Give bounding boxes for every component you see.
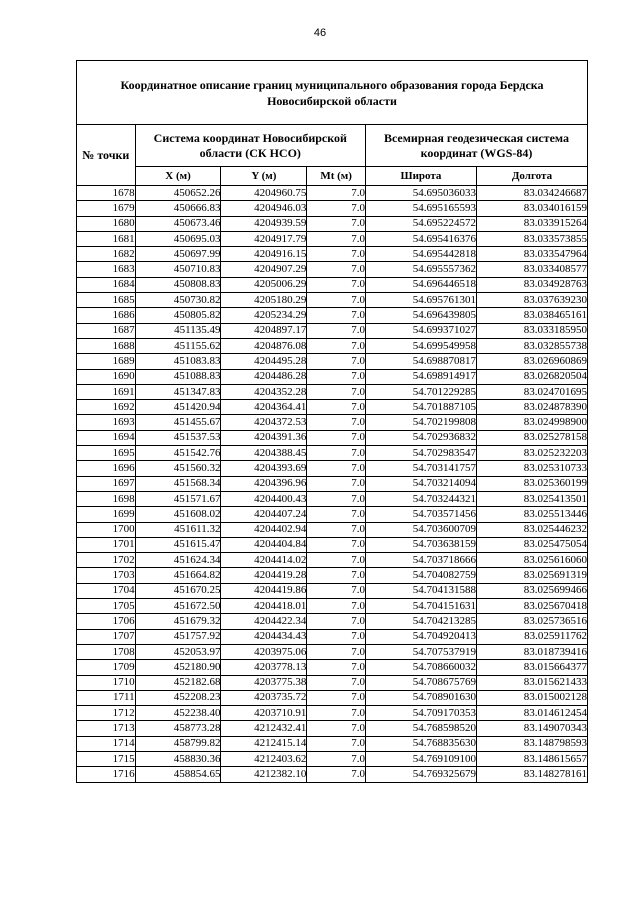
mt-cell: 7.0 — [307, 308, 366, 323]
x-cell: 452238.40 — [135, 706, 221, 721]
header-mt: Mt (м) — [307, 167, 366, 186]
table-row — [77, 537, 588, 552]
longitude-cell: 83.034928763 — [476, 277, 587, 292]
table-row — [77, 736, 588, 751]
longitude-cell: 83.025911762 — [476, 629, 587, 644]
point-number-cell: 1692 — [77, 400, 136, 415]
y-cell: 4212403.62 — [221, 751, 307, 766]
y-cell: 4212415.14 — [221, 736, 307, 751]
y-cell: 4204393.69 — [221, 461, 307, 476]
mt-cell: 7.0 — [307, 369, 366, 384]
table-row — [77, 231, 588, 246]
y-cell: 4203778.13 — [221, 660, 307, 675]
longitude-cell: 83.034246687 — [476, 186, 587, 201]
mt-cell: 7.0 — [307, 537, 366, 552]
x-cell: 458773.28 — [135, 721, 221, 736]
x-cell: 451088.83 — [135, 369, 221, 384]
latitude-cell: 54.708901630 — [365, 690, 476, 705]
mt-cell: 7.0 — [307, 736, 366, 751]
point-number-cell: 1681 — [77, 231, 136, 246]
point-number-cell: 1698 — [77, 491, 136, 506]
y-cell: 4204422.34 — [221, 614, 307, 629]
x-cell: 451455.67 — [135, 415, 221, 430]
latitude-cell: 54.701229285 — [365, 384, 476, 399]
table-row — [77, 461, 588, 476]
mt-cell: 7.0 — [307, 247, 366, 262]
y-cell: 4204907.29 — [221, 262, 307, 277]
y-cell: 4204876.08 — [221, 338, 307, 353]
mt-cell: 7.0 — [307, 690, 366, 705]
table-row — [77, 767, 588, 782]
y-cell: 4204495.28 — [221, 354, 307, 369]
y-cell: 4203775.38 — [221, 675, 307, 690]
mt-cell: 7.0 — [307, 675, 366, 690]
table-row — [77, 277, 588, 292]
latitude-cell: 54.708675769 — [365, 675, 476, 690]
table-row — [77, 400, 588, 415]
latitude-cell: 54.695761301 — [365, 293, 476, 308]
latitude-cell: 54.769109100 — [365, 751, 476, 766]
latitude-cell: 54.695557362 — [365, 262, 476, 277]
point-number-cell: 1695 — [77, 446, 136, 461]
longitude-cell: 83.033573855 — [476, 231, 587, 246]
point-number-cell: 1691 — [77, 384, 136, 399]
x-cell: 450697.99 — [135, 247, 221, 262]
x-cell: 450652.26 — [135, 186, 221, 201]
point-number-cell: 1711 — [77, 690, 136, 705]
latitude-cell: 54.704920413 — [365, 629, 476, 644]
table-row — [77, 491, 588, 506]
latitude-cell: 54.703571456 — [365, 507, 476, 522]
x-cell: 451611.32 — [135, 522, 221, 537]
longitude-cell: 83.024878390 — [476, 400, 587, 415]
latitude-cell: 54.698914917 — [365, 369, 476, 384]
y-cell: 4212382.10 — [221, 767, 307, 782]
table-body — [77, 186, 588, 783]
longitude-cell: 83.148615657 — [476, 751, 587, 766]
x-cell: 450673.46 — [135, 216, 221, 231]
latitude-cell: 54.708660032 — [365, 660, 476, 675]
page-number: 46 — [313, 27, 327, 39]
table-row — [77, 308, 588, 323]
longitude-cell: 83.025475054 — [476, 537, 587, 552]
latitude-cell: 54.696439805 — [365, 308, 476, 323]
table-row — [77, 415, 588, 430]
longitude-cell: 83.025670418 — [476, 599, 587, 614]
longitude-cell: 83.037639230 — [476, 293, 587, 308]
y-cell: 4204939.59 — [221, 216, 307, 231]
x-cell: 451664.82 — [135, 568, 221, 583]
x-cell: 451679.32 — [135, 614, 221, 629]
table-row — [77, 216, 588, 231]
point-number-cell: 1710 — [77, 675, 136, 690]
point-number-cell: 1679 — [77, 201, 136, 216]
y-cell: 4204960.75 — [221, 186, 307, 201]
mt-cell: 7.0 — [307, 629, 366, 644]
latitude-cell: 54.707537919 — [365, 644, 476, 659]
table-row — [77, 247, 588, 262]
point-number-cell: 1685 — [77, 293, 136, 308]
x-cell: 450805.82 — [135, 308, 221, 323]
table-row — [77, 675, 588, 690]
latitude-cell: 54.709170353 — [365, 706, 476, 721]
table-row — [77, 721, 588, 736]
mt-cell: 7.0 — [307, 293, 366, 308]
table-row — [77, 262, 588, 277]
table-row — [77, 690, 588, 705]
longitude-cell: 83.024701695 — [476, 384, 587, 399]
y-cell: 4204352.28 — [221, 384, 307, 399]
latitude-cell: 54.695416376 — [365, 231, 476, 246]
table-row — [77, 614, 588, 629]
point-number-cell: 1678 — [77, 186, 136, 201]
mt-cell: 7.0 — [307, 751, 366, 766]
y-cell: 4204407.24 — [221, 507, 307, 522]
longitude-cell: 83.018739416 — [476, 644, 587, 659]
y-cell: 4204388.45 — [221, 446, 307, 461]
x-cell: 451568.34 — [135, 476, 221, 491]
x-cell: 450808.83 — [135, 277, 221, 292]
table-row — [77, 660, 588, 675]
longitude-cell: 83.149070343 — [476, 721, 587, 736]
table-row — [77, 583, 588, 598]
y-cell: 4204402.94 — [221, 522, 307, 537]
mt-cell: 7.0 — [307, 262, 366, 277]
table-row — [77, 384, 588, 399]
latitude-cell: 54.695036033 — [365, 186, 476, 201]
mt-cell: 7.0 — [307, 400, 366, 415]
header-longitude: Долгота — [476, 167, 587, 186]
latitude-cell: 54.703141757 — [365, 461, 476, 476]
point-number-cell: 1713 — [77, 721, 136, 736]
y-cell: 4204391.36 — [221, 430, 307, 445]
table-row — [77, 599, 588, 614]
latitude-cell: 54.702983547 — [365, 446, 476, 461]
x-cell: 450666.83 — [135, 201, 221, 216]
y-cell: 4204396.96 — [221, 476, 307, 491]
table-row — [77, 507, 588, 522]
mt-cell: 7.0 — [307, 476, 366, 491]
latitude-cell: 54.701887105 — [365, 400, 476, 415]
point-number-cell: 1683 — [77, 262, 136, 277]
x-cell: 452182.68 — [135, 675, 221, 690]
point-number-cell: 1709 — [77, 660, 136, 675]
table-row — [77, 522, 588, 537]
longitude-cell: 83.015002128 — [476, 690, 587, 705]
longitude-cell: 83.033547964 — [476, 247, 587, 262]
x-cell: 451571.67 — [135, 491, 221, 506]
latitude-cell: 54.768835630 — [365, 736, 476, 751]
y-cell: 4203710.91 — [221, 706, 307, 721]
y-cell: 4204917.79 — [221, 231, 307, 246]
x-cell: 452208.23 — [135, 690, 221, 705]
point-number-cell: 1682 — [77, 247, 136, 262]
x-cell: 458799.82 — [135, 736, 221, 751]
mt-cell: 7.0 — [307, 721, 366, 736]
point-number-cell: 1690 — [77, 369, 136, 384]
longitude-cell: 83.025278158 — [476, 430, 587, 445]
longitude-cell: 83.148278161 — [476, 767, 587, 782]
latitude-cell: 54.769325679 — [365, 767, 476, 782]
table-row — [77, 446, 588, 461]
mt-cell: 7.0 — [307, 384, 366, 399]
y-cell: 4204372.53 — [221, 415, 307, 430]
latitude-cell: 54.699549958 — [365, 338, 476, 353]
table-row — [77, 369, 588, 384]
coordinates-table — [76, 60, 588, 783]
point-number-cell: 1706 — [77, 614, 136, 629]
y-cell: 4204418.01 — [221, 599, 307, 614]
mt-cell: 7.0 — [307, 568, 366, 583]
latitude-cell: 54.702936832 — [365, 430, 476, 445]
header-x: X (м) — [135, 167, 221, 186]
mt-cell: 7.0 — [307, 553, 366, 568]
point-number-cell: 1687 — [77, 323, 136, 338]
mt-cell: 7.0 — [307, 201, 366, 216]
table-row — [77, 568, 588, 583]
y-cell: 4204486.28 — [221, 369, 307, 384]
point-number-cell: 1716 — [77, 767, 136, 782]
point-number-cell: 1694 — [77, 430, 136, 445]
y-cell: 4204400.43 — [221, 491, 307, 506]
y-cell: 4205234.29 — [221, 308, 307, 323]
x-cell: 458854.65 — [135, 767, 221, 782]
x-cell: 451615.47 — [135, 537, 221, 552]
table-row — [77, 293, 588, 308]
mt-cell: 7.0 — [307, 706, 366, 721]
longitude-cell: 83.025360199 — [476, 476, 587, 491]
y-cell: 4204414.02 — [221, 553, 307, 568]
mt-cell: 7.0 — [307, 614, 366, 629]
header-point-number: № точки — [77, 125, 136, 186]
latitude-cell: 54.699371027 — [365, 323, 476, 338]
longitude-cell: 83.025232203 — [476, 446, 587, 461]
x-cell: 451083.83 — [135, 354, 221, 369]
longitude-cell: 83.025736516 — [476, 614, 587, 629]
y-cell: 4204419.28 — [221, 568, 307, 583]
table-title: Координатное описание границ муниципального образования города Бердска Новосибирской области — [77, 61, 588, 125]
longitude-cell: 83.033408577 — [476, 262, 587, 277]
longitude-cell: 83.015664377 — [476, 660, 587, 675]
point-number-cell: 1696 — [77, 461, 136, 476]
point-number-cell: 1699 — [77, 507, 136, 522]
longitude-cell: 83.015621433 — [476, 675, 587, 690]
x-cell: 451757.92 — [135, 629, 221, 644]
point-number-cell: 1688 — [77, 338, 136, 353]
table-row — [77, 430, 588, 445]
table-row — [77, 338, 588, 353]
x-cell: 451537.53 — [135, 430, 221, 445]
header-latitude: Широта — [365, 167, 476, 186]
y-cell: 4204419.86 — [221, 583, 307, 598]
point-number-cell: 1705 — [77, 599, 136, 614]
table-row — [77, 476, 588, 491]
table-row — [77, 629, 588, 644]
point-number-cell: 1715 — [77, 751, 136, 766]
mt-cell: 7.0 — [307, 660, 366, 675]
point-number-cell: 1703 — [77, 568, 136, 583]
header-system-wgs: Всемирная геодезическая система координат (WGS-84) — [365, 125, 587, 167]
x-cell: 451155.62 — [135, 338, 221, 353]
table-row — [77, 186, 588, 201]
table-row — [77, 751, 588, 766]
longitude-cell: 83.148798593 — [476, 736, 587, 751]
header-system-nso: Система координат Новосибирской области (СК НСО) — [135, 125, 365, 167]
mt-cell: 7.0 — [307, 446, 366, 461]
longitude-cell: 83.025616060 — [476, 553, 587, 568]
latitude-cell: 54.704151631 — [365, 599, 476, 614]
latitude-cell: 54.695165593 — [365, 201, 476, 216]
x-cell: 450730.82 — [135, 293, 221, 308]
mt-cell: 7.0 — [307, 507, 366, 522]
x-cell: 451135.49 — [135, 323, 221, 338]
x-cell: 458830.36 — [135, 751, 221, 766]
point-number-cell: 1708 — [77, 644, 136, 659]
y-cell: 4204916.15 — [221, 247, 307, 262]
mt-cell: 7.0 — [307, 491, 366, 506]
latitude-cell: 54.695442818 — [365, 247, 476, 262]
x-cell: 451347.83 — [135, 384, 221, 399]
table-row — [77, 201, 588, 216]
longitude-cell: 83.038465161 — [476, 308, 587, 323]
mt-cell: 7.0 — [307, 599, 366, 614]
table-row — [77, 323, 588, 338]
mt-cell: 7.0 — [307, 186, 366, 201]
x-cell: 450710.83 — [135, 262, 221, 277]
longitude-cell: 83.024998900 — [476, 415, 587, 430]
mt-cell: 7.0 — [307, 216, 366, 231]
table-row — [77, 354, 588, 369]
x-cell: 451608.02 — [135, 507, 221, 522]
longitude-cell: 83.026820504 — [476, 369, 587, 384]
header-y: Y (м) — [221, 167, 307, 186]
latitude-cell: 54.695224572 — [365, 216, 476, 231]
x-cell: 451560.32 — [135, 461, 221, 476]
latitude-cell: 54.703638159 — [365, 537, 476, 552]
longitude-cell: 83.014612454 — [476, 706, 587, 721]
mt-cell: 7.0 — [307, 323, 366, 338]
point-number-cell: 1701 — [77, 537, 136, 552]
x-cell: 452053.97 — [135, 644, 221, 659]
latitude-cell: 54.768598520 — [365, 721, 476, 736]
point-number-cell: 1693 — [77, 415, 136, 430]
latitude-cell: 54.702199808 — [365, 415, 476, 430]
longitude-cell: 83.032855738 — [476, 338, 587, 353]
longitude-cell: 83.025699466 — [476, 583, 587, 598]
y-cell: 4205006.29 — [221, 277, 307, 292]
longitude-cell: 83.025446232 — [476, 522, 587, 537]
point-number-cell: 1700 — [77, 522, 136, 537]
point-number-cell: 1714 — [77, 736, 136, 751]
longitude-cell: 83.033915264 — [476, 216, 587, 231]
table-row — [77, 644, 588, 659]
mt-cell: 7.0 — [307, 461, 366, 476]
mt-cell: 7.0 — [307, 277, 366, 292]
longitude-cell: 83.034016159 — [476, 201, 587, 216]
mt-cell: 7.0 — [307, 644, 366, 659]
point-number-cell: 1686 — [77, 308, 136, 323]
latitude-cell: 54.704082759 — [365, 568, 476, 583]
mt-cell: 7.0 — [307, 583, 366, 598]
mt-cell: 7.0 — [307, 522, 366, 537]
latitude-cell: 54.703600709 — [365, 522, 476, 537]
longitude-cell: 83.025413501 — [476, 491, 587, 506]
mt-cell: 7.0 — [307, 338, 366, 353]
latitude-cell: 54.703718666 — [365, 553, 476, 568]
point-number-cell: 1712 — [77, 706, 136, 721]
latitude-cell: 54.704131588 — [365, 583, 476, 598]
y-cell: 4204946.03 — [221, 201, 307, 216]
y-cell: 4212432.41 — [221, 721, 307, 736]
table-row — [77, 553, 588, 568]
latitude-cell: 54.703244321 — [365, 491, 476, 506]
x-cell: 451672.50 — [135, 599, 221, 614]
x-cell: 452180.90 — [135, 660, 221, 675]
y-cell: 4204897.17 — [221, 323, 307, 338]
y-cell: 4204364.41 — [221, 400, 307, 415]
point-number-cell: 1702 — [77, 553, 136, 568]
mt-cell: 7.0 — [307, 231, 366, 246]
x-cell: 451670.25 — [135, 583, 221, 598]
y-cell: 4204404.84 — [221, 537, 307, 552]
longitude-cell: 83.025513446 — [476, 507, 587, 522]
latitude-cell: 54.704213285 — [365, 614, 476, 629]
y-cell: 4204434.43 — [221, 629, 307, 644]
mt-cell: 7.0 — [307, 767, 366, 782]
point-number-cell: 1684 — [77, 277, 136, 292]
latitude-cell: 54.696446518 — [365, 277, 476, 292]
point-number-cell: 1707 — [77, 629, 136, 644]
point-number-cell: 1704 — [77, 583, 136, 598]
y-cell: 4203975.06 — [221, 644, 307, 659]
latitude-cell: 54.703214094 — [365, 476, 476, 491]
x-cell: 451624.34 — [135, 553, 221, 568]
x-cell: 451542.76 — [135, 446, 221, 461]
y-cell: 4205180.29 — [221, 293, 307, 308]
latitude-cell: 54.698870817 — [365, 354, 476, 369]
longitude-cell: 83.025691319 — [476, 568, 587, 583]
y-cell: 4203735.72 — [221, 690, 307, 705]
longitude-cell: 83.026960869 — [476, 354, 587, 369]
point-number-cell: 1689 — [77, 354, 136, 369]
x-cell: 450695.03 — [135, 231, 221, 246]
mt-cell: 7.0 — [307, 354, 366, 369]
longitude-cell: 83.025310733 — [476, 461, 587, 476]
mt-cell: 7.0 — [307, 430, 366, 445]
table-row — [77, 706, 588, 721]
point-number-cell: 1680 — [77, 216, 136, 231]
x-cell: 451420.94 — [135, 400, 221, 415]
mt-cell: 7.0 — [307, 415, 366, 430]
longitude-cell: 83.033185950 — [476, 323, 587, 338]
point-number-cell: 1697 — [77, 476, 136, 491]
